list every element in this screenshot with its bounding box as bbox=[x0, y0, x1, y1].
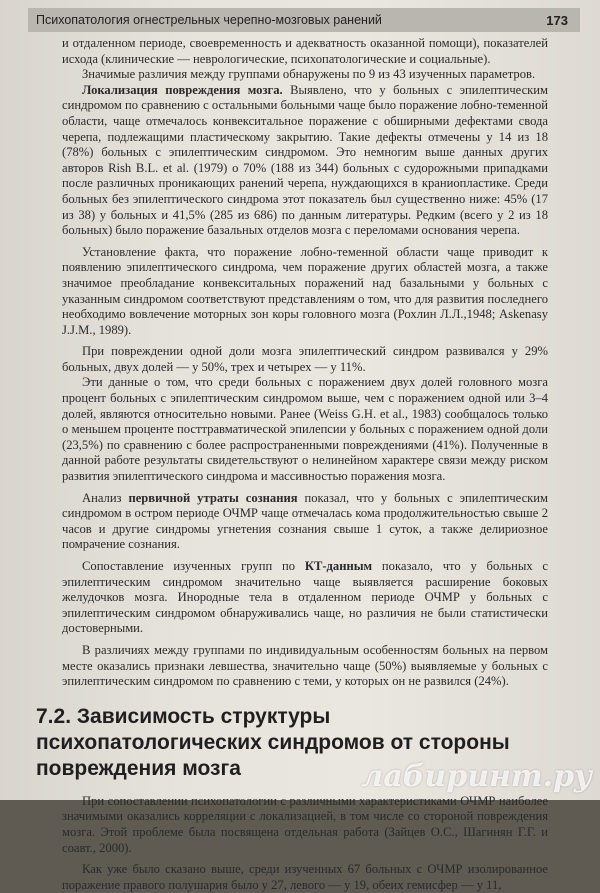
paragraph: Значимые различия между группами обнаружены по 9 из 43 изученных параметров. bbox=[82, 67, 536, 82]
paragraph: При сопоставлении психопатологии с различными характеристиками ОЧМР наиболее значимыми оказались корреляции с локализацией, в том числе со стороной повреждения мозга. Этой проблеме была посвящена отдельная работа (Зайцев О.С., Шагинян Г.Г. и соавт., 2000). bbox=[62, 793, 548, 855]
paragraph-lead: Локализация повреждения мозга. bbox=[82, 82, 283, 97]
paragraph: Установление факта, что поражение лобно-теменной области чаще приводит к появлению эпилептического синдрома, чем поражение других областей мозга, а также значимое преобладание конвекситальных поражений над базальными у больных с указанным синдромом соответствуют представлениям о том, что для развития последнего необходимо вовлечение моторных зон коры головного мозга (Рохлин Л.Л.,1948; Askenasy J.J.M., 1989). bbox=[62, 244, 548, 337]
paragraph: При повреждении одной доли мозга эпилептический синдром развивался у 29% больных, двух долей — у 50%, трех и четырех — у 11%. bbox=[62, 344, 548, 374]
paragraph-pre: Анализ bbox=[82, 490, 129, 505]
paragraph: Как уже было сказано выше, среди изученных 67 больных с ОЧМР изолированное поражение правого полушария было у 27, левого — у 19, обеих гемисфер — у 11, bbox=[62, 862, 548, 892]
paragraph: Эти данные о том, что среди больных с поражением двух долей головного мозга процент больных с эпилептическим синдромом выше, чем с поражением одной или 3–4 долей, являются относительно новыми. Ранее (Weiss G.H. et al., 1983) сообщалось только о меньшем проценте посттравматической эпилепсии у больных с поражением одной доли (23,5%) по сравнению с более распространенными повреждениями (41%). Полученные в данной работе результаты свидетельствуют о нелинейном характере связи между риском развития эпилептического синдрома и массивностью поражения мозга. bbox=[62, 375, 548, 484]
paragraph-body: показало, что у больных с эпилептическим синдромом значительно чаще выявляется расширение боковых желудочков мозга. Инородные тела в отдаленном периоде ОЧМР у больных с эпилептическим синдромом обнаруживались чаще, но различия не были статистически достоверными. bbox=[62, 559, 548, 636]
paragraph: В различиях между группами по индивидуальным особенностям больных на первом месте оказались признаки левшества, значительно чаще (50%) выявляемые у больных с эпилептическим синдромом по сравнению с теми, у которых он не развился (24%). bbox=[62, 642, 548, 689]
paragraph-pre: Сопоставление изученных групп по bbox=[82, 559, 305, 573]
section-title: 7.2. Зависимость структуры психопатологических синдромов от стороны повреждения мозга bbox=[36, 704, 510, 780]
paragraph-body: Выявлено, что у больных с эпилептическим синдромом по сравнению с остальными больными чаще было поражение лобно-теменной области, чаще отмечалось конвекситальное поражение с обширными дефектами свода черепа, подлежащими пластическому закрытию. Такие дефекты отмечены у 14 из 18 (78%) больных с эпилептическим синдромом. Это немногим выше данных других авторов Rish B.L. et al. (1979) о 70% (188 из 344) больных с судорожными припадками после различных проникающих ранений черепа, нуждающихся в краниопластике. Среди больных без эпилептического синдрома этот показатель был существенно ниже: 45% (17 из 38) у больных и 41,5% (285 из 686) по данным литературы. Редким (всего у 2 из 18 больных) было поражение базальных отделов мозга с переломами основания черепа. bbox=[62, 82, 548, 238]
paragraph bbox=[62, 491, 548, 553]
watermark: лабиринт.ру bbox=[361, 759, 592, 794]
paragraph bbox=[62, 83, 548, 239]
paragraph-body: показал, что у больных с эпилептическим синдромом в остром периоде ОЧМР чаще отмечалась кома продолжительностью свыше 2 часов и другие синдромы угнетения сознания свыше 1 суток, а также делириозное помрачение сознания. bbox=[62, 490, 549, 552]
paragraph-emphasis: первичной утраты сознания bbox=[128, 490, 298, 505]
paragraph-emphasis: КТ-данным bbox=[304, 559, 373, 573]
paragraph: и отдаленном периоде, своевременность и адекватность оказанной помощи), показателей исхода (клинические — неврологические, психопатологические и социальные). bbox=[62, 36, 548, 66]
paragraph bbox=[62, 559, 548, 637]
page-header bbox=[28, 8, 580, 32]
page-number: 173 bbox=[546, 12, 568, 28]
running-title: Психопатология огнестрельных черепно-мозговых ранений bbox=[36, 13, 382, 27]
